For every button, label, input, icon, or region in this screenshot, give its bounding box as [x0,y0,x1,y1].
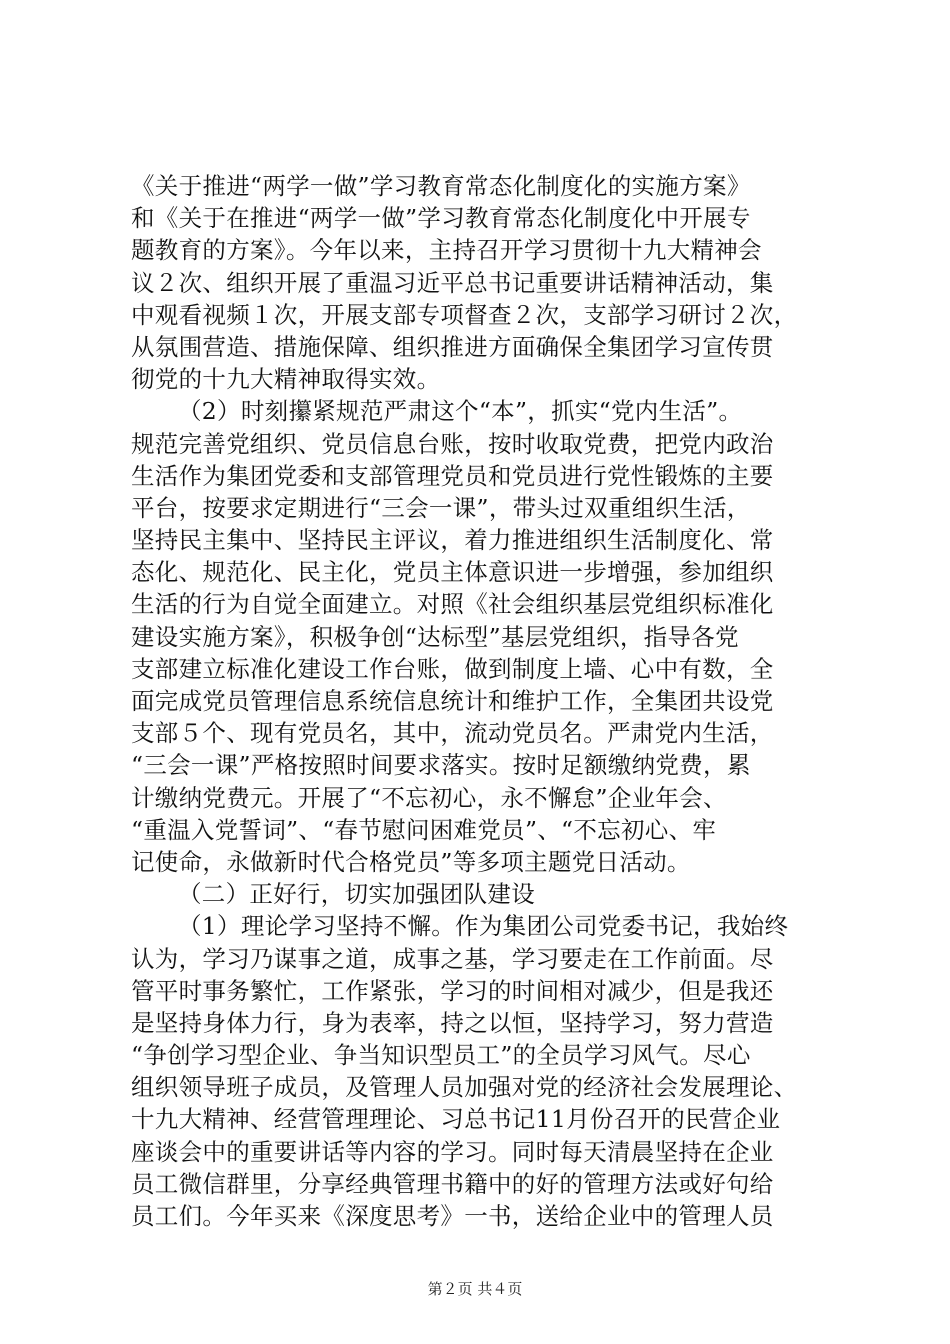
text-line: 是坚持身体力行，身为表率，持之以恒，坚持学习，努力营造 [131,1008,774,1037]
text-line: 坚持民主集中、坚持民主评议，着力推进组织生活制度化、常 [131,526,774,555]
text-line: 生活的行为自觉全面建立。对照《社会组织基层党组织标准化 [131,590,774,619]
text-line: 十九大精神、经营管理理论、习总书记11月份召开的民营企业 [131,1105,781,1134]
page-number: 第２页 共４页 [427,1280,523,1298]
text-line: 建设实施方案》，积极争创“达标型”基层党组织，指导各党 [131,622,739,651]
paragraph-start-line: （1）理论学习坚持不懈。作为集团公司党委书记，我始终 [178,912,789,941]
text-line: 员工们。今年买来《深度思考》一书，送给企业中的管理人员 [131,1202,774,1230]
document-body [131,170,861,1232]
text-line: 记使命，永做新时代合格党员”等多项主题党日活动。 [131,847,691,876]
text-line: 认为，学习乃谋事之道，成事之基，学习要走在工作前面。尽 [131,944,774,973]
text-line: “三会一课”严格按照时间要求落实。按时足额缴纳党费，累 [131,751,751,780]
text-line: “争创学习型企业、争当知识型员工”的全员学习风气。尽心 [131,1041,751,1070]
text-line: 员工微信群里，分享经典管理书籍中的好的管理方法或好句给 [131,1169,774,1198]
text-line: “重温入党誓词”、“春节慰问困难党员”、“不忘初心、牢 [131,815,717,844]
text-line: 彻党的十九大精神取得实效。 [131,365,441,394]
paragraph-start-line: （2）时刻攥紧规范严肃这个“本”，抓实“党内生活”。 [178,397,743,426]
page-footer [0,1279,950,1299]
text-line: 议２次、组织开展了重温习近平总书记重要讲话精神活动，集 [131,268,774,297]
text-line: 态化、规范化、民主化，党员主体意识进一步增强，参加组织 [131,558,774,587]
text-line: 组织领导班子成员，及管理人员加强对党的经济社会发展理论、 [131,1073,798,1102]
text-line: 支部５个、现有党员名，其中，流动党员名。严肃党内生活， [131,719,774,748]
text-line: 《关于推进“两学一做”学习教育常态化制度化的实施方案》 [131,172,751,200]
text-line: 从氛围营造、措施保障、组织推进方面确保全集团学习宣传贯 [131,332,774,361]
text-line: 规范完善党组织、党员信息台账，按时收取党费，把党内政治 [131,429,774,458]
text-line: 支部建立标准化建设工作台账，做到制度上墙、心中有数，全 [131,654,774,683]
text-line: 管平时事务繁忙，工作紧张，学习的时间相对减少，但是我还 [131,976,774,1005]
text-line: 题教育的方案》。今年以来，主持召开学习贯彻十九大精神会 [131,236,762,265]
section-heading: （二）正好行，切实加强团队建设 [178,880,535,909]
text-line: 计缴纳党费元。开展了“不忘初心，永不懈怠”企业年会、 [131,783,727,812]
text-line: 生活作为集团党委和支部管理党员和党员进行党性锻炼的主要 [131,461,774,490]
text-line: 面完成党员管理信息系统信息统计和维护工作，全集团共设党 [131,687,774,715]
text-line: 中观看视频１次，开展支部专项督查２次，支部学习研讨２次， [131,300,798,329]
text-line: 平台，按要求定期进行“三会一课”，带头过双重组织生活， [131,493,751,522]
text-line: 座谈会中的重要讲话等内容的学习。同时每天清晨坚持在企业 [131,1137,774,1166]
text-line: 和《关于在推进“两学一做”学习教育常态化制度化中开展专 [131,204,751,233]
